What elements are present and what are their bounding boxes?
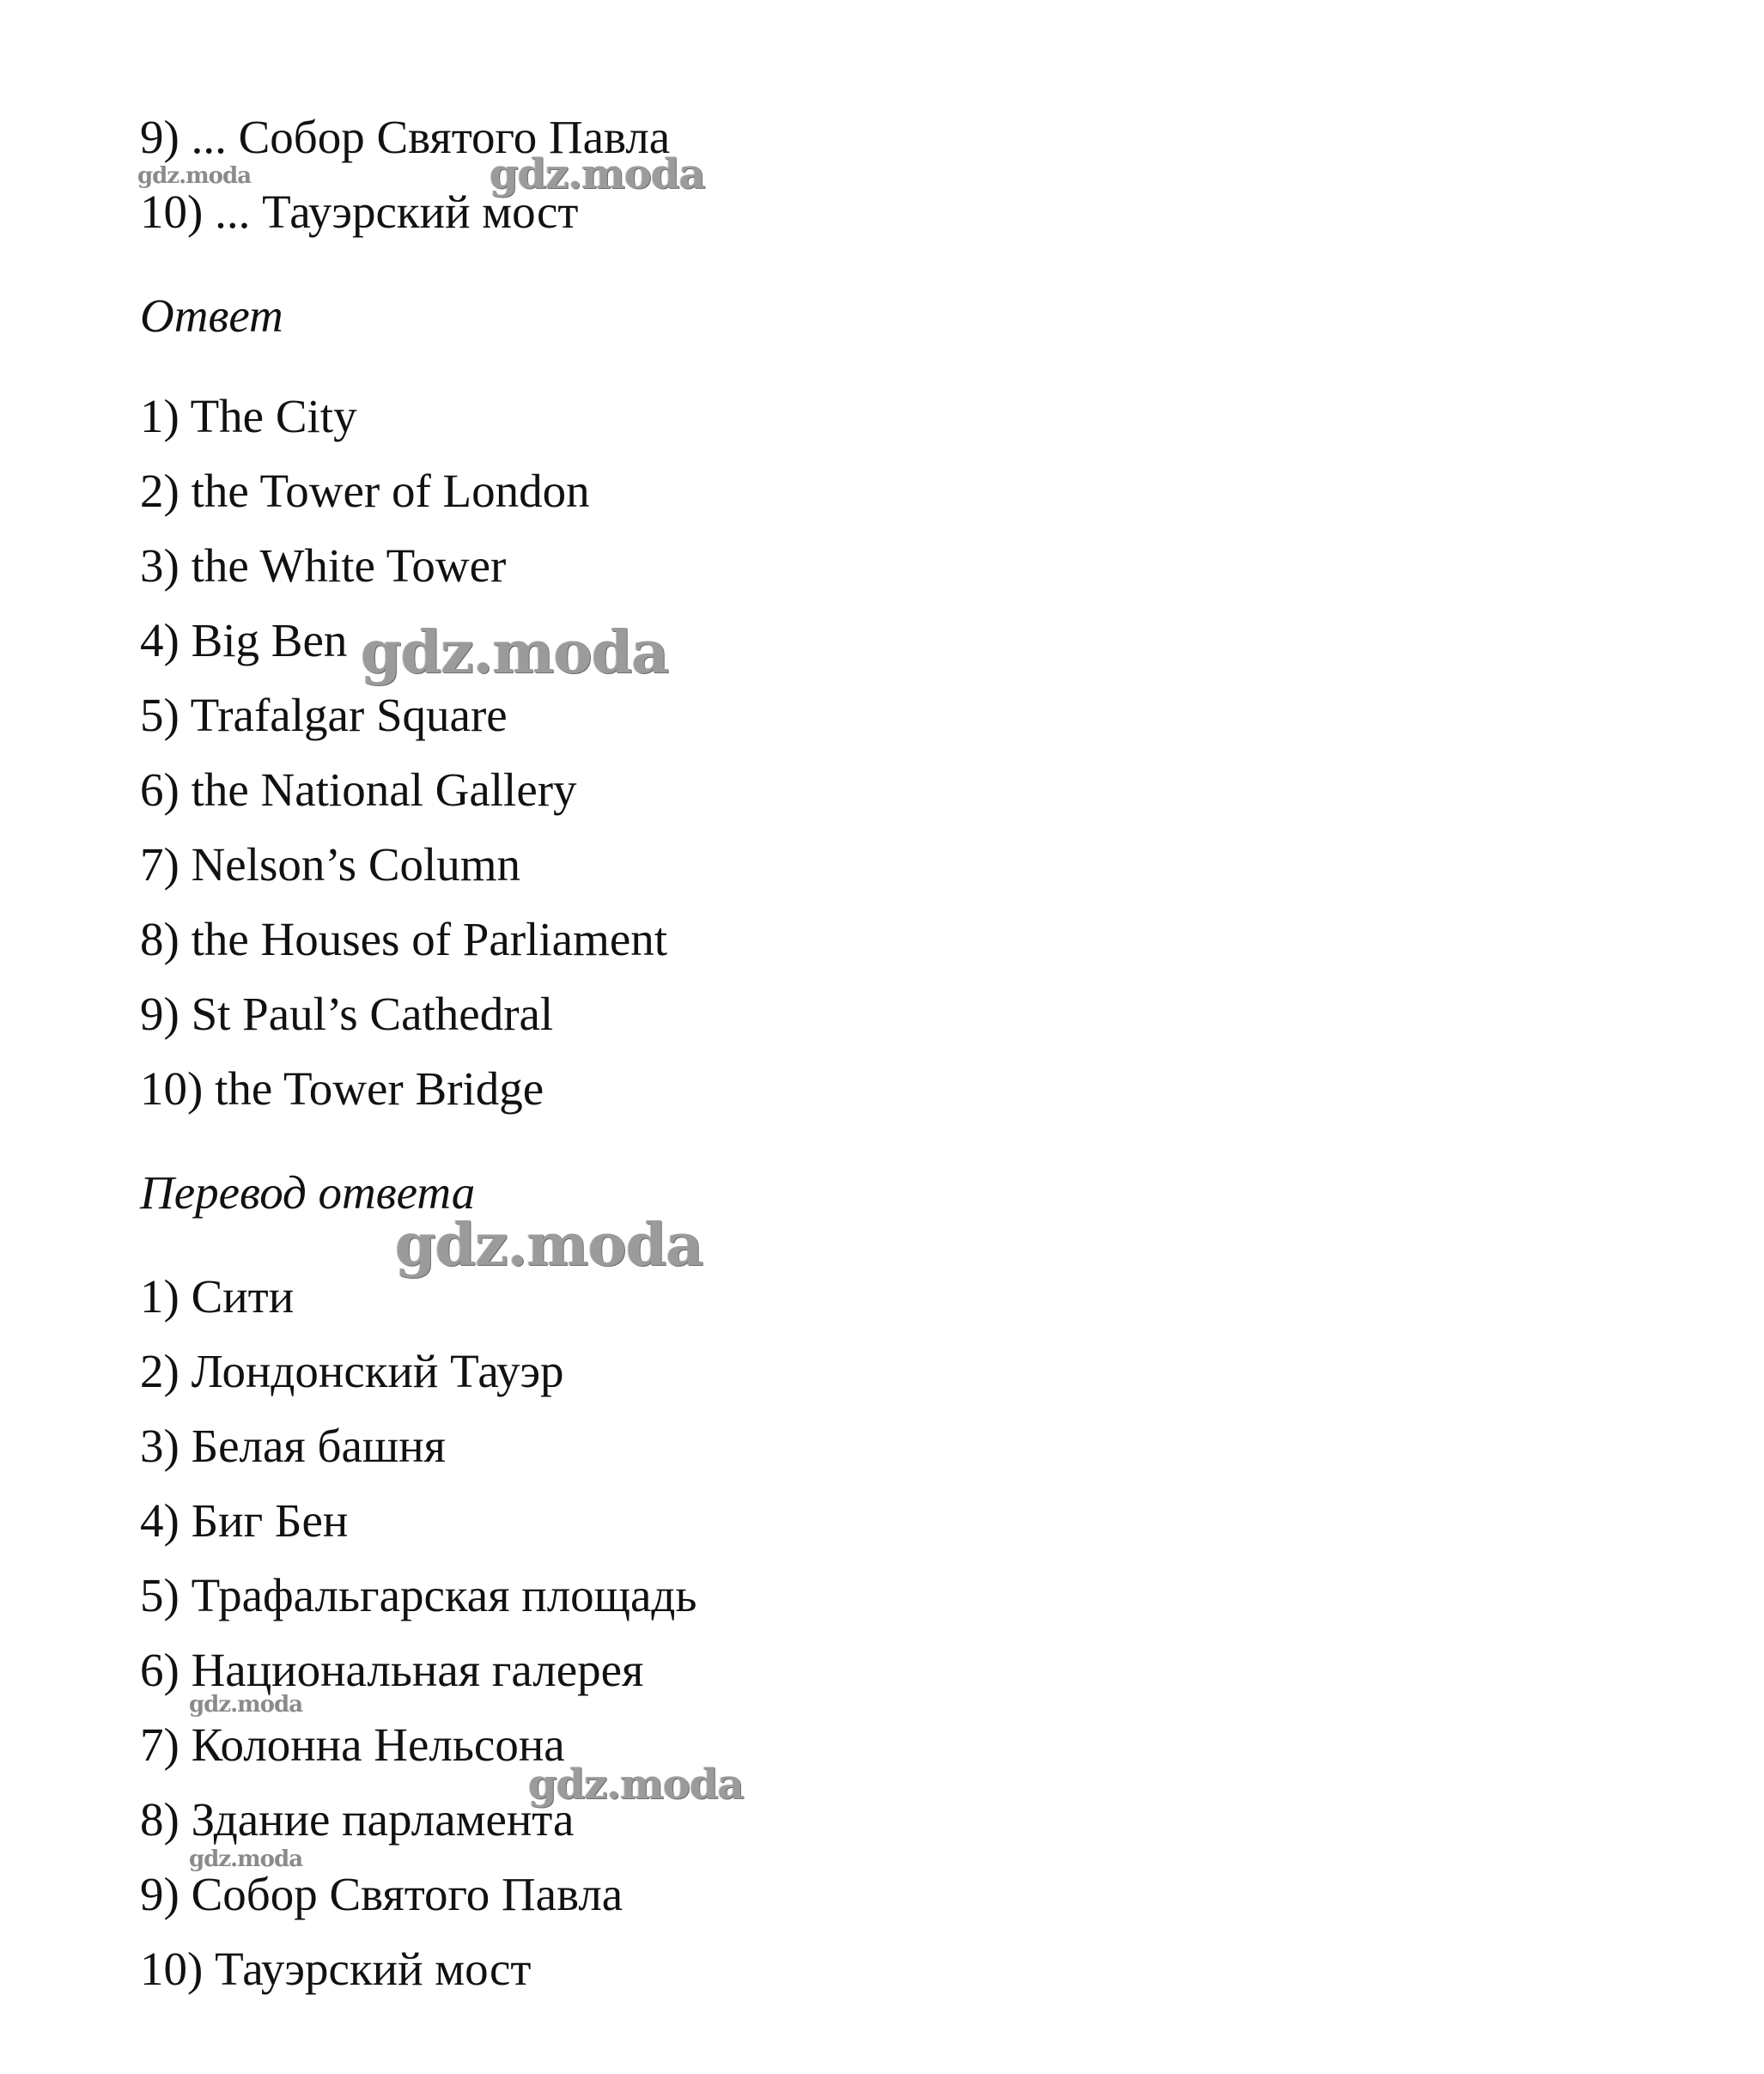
translation-item-1: 1) Сити [140,1270,295,1323]
answer-item-2: 2) the Tower of London [140,465,590,517]
answer-item-10: 10) the Tower Bridge [140,1062,544,1115]
top-line-9: 9) ... Собор Святого Павла [140,111,671,163]
translation-item-2: 2) Лондонский Тауэр [140,1345,564,1397]
translation-item-5: 5) Трафальгарская площадь [140,1569,697,1621]
watermark: gdz.moda [490,150,705,198]
translation-heading: Перевод ответа [140,1166,476,1219]
translation-item-8: 8) Здание парламента [140,1793,575,1846]
watermark: gdz.moda [137,163,252,189]
answer-item-8: 8) the Houses of Parliament [140,913,668,965]
answer-item-4: 4) Big Ben [140,614,348,666]
answer-item-3: 3) the White Tower [140,539,507,592]
watermark: gdz.moda [189,1692,303,1718]
answer-item-6: 6) the National Gallery [140,763,577,816]
answer-item-5: 5) Trafalgar Square [140,689,508,741]
watermark: gdz.moda [361,618,669,687]
watermark: gdz.moda [528,1761,744,1809]
answer-item-7: 7) Nelson’s Column [140,838,521,891]
translation-item-4: 4) Биг Бен [140,1494,349,1547]
watermark: gdz.moda [395,1211,703,1280]
translation-item-9: 9) Собор Святого Павла [140,1868,623,1920]
answer-item-9: 9) St Paul’s Cathedral [140,988,554,1040]
translation-item-3: 3) Белая башня [140,1420,446,1472]
top-line-10: 10) ... Тауэрский мост [140,186,579,238]
watermark: gdz.moda [189,1846,303,1872]
translation-item-6: 6) Национальная галерея [140,1644,644,1696]
answer-heading: Ответ [140,289,283,342]
translation-item-7: 7) Колонна Нельсона [140,1718,565,1771]
answer-item-1: 1) The City [140,390,357,442]
translation-item-10: 10) Тауэрский мост [140,1943,532,1995]
